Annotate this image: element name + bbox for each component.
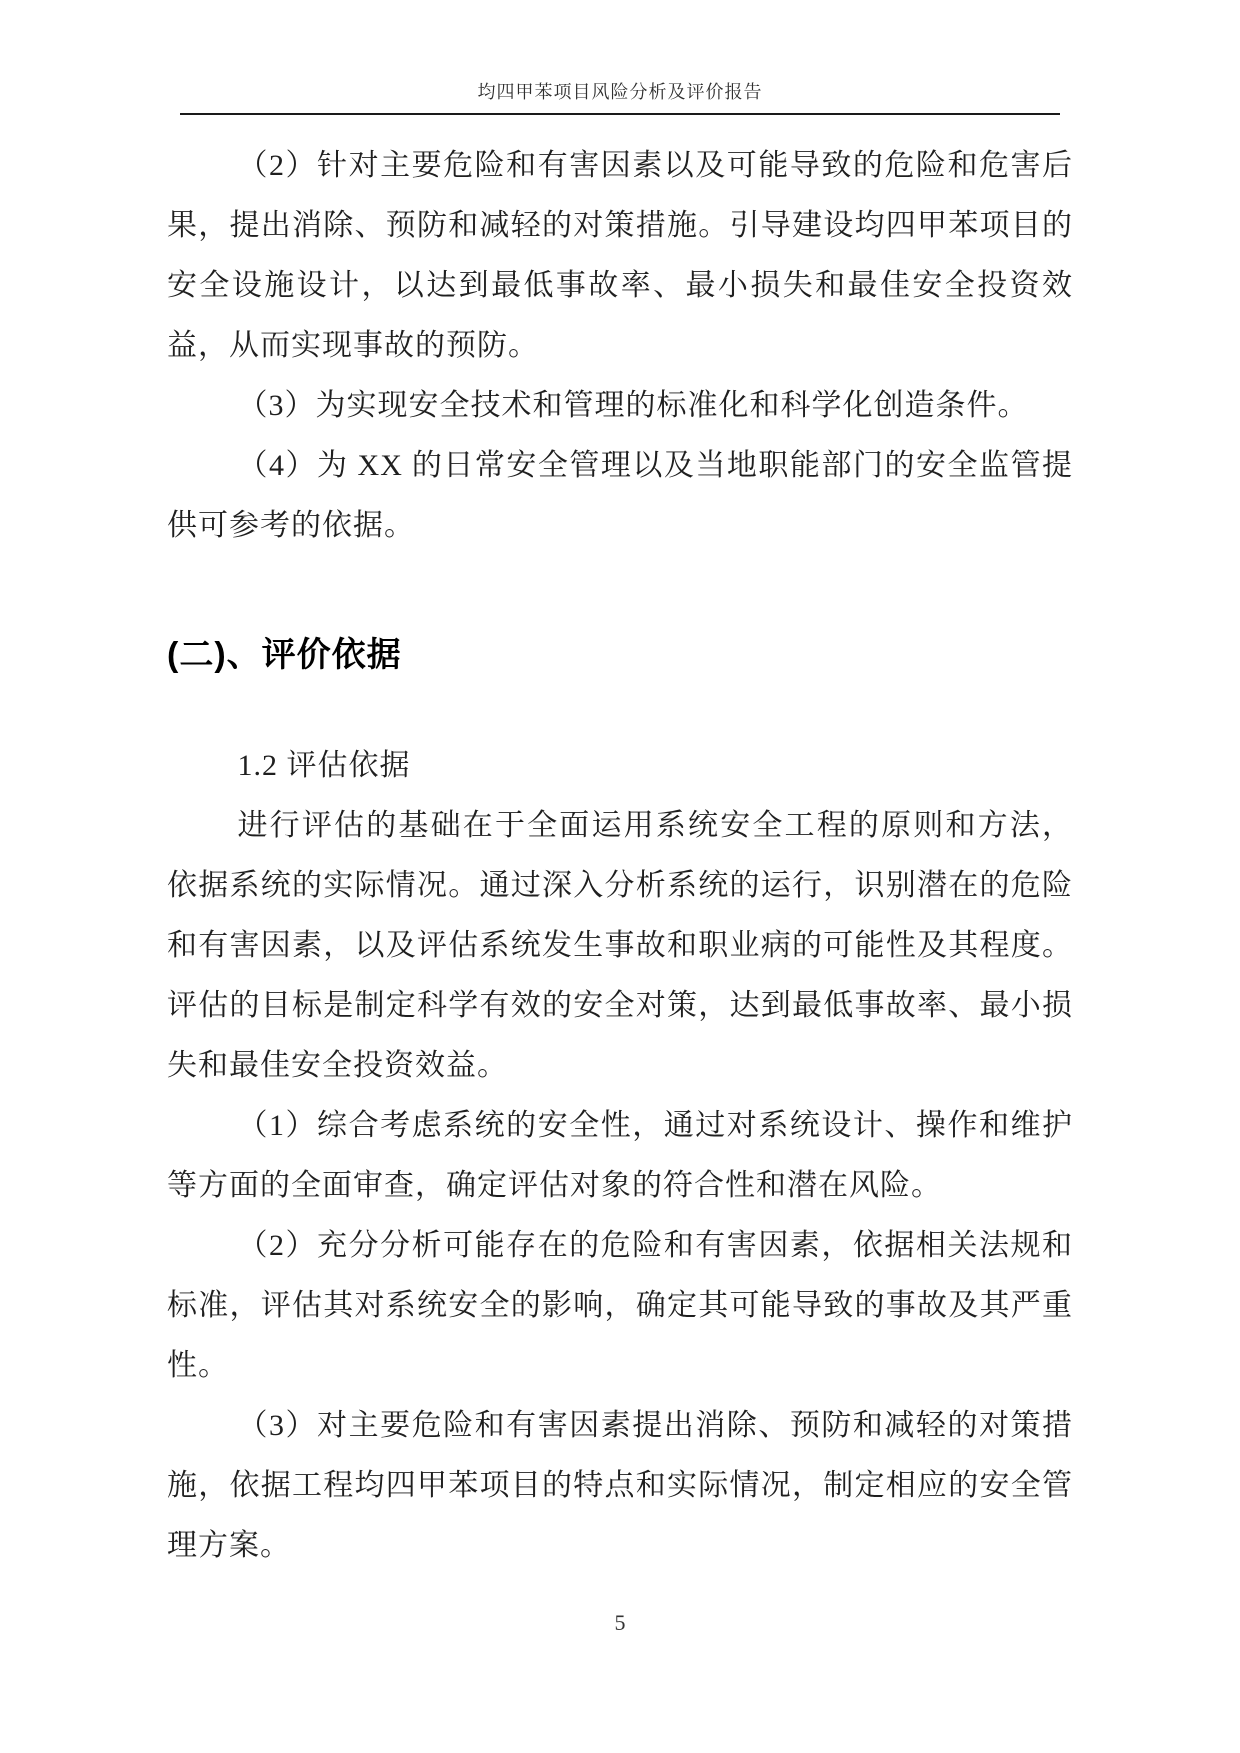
page-footer xyxy=(0,1610,1240,1636)
paragraph: （3）对主要危险和有害因素提出消除、预防和减轻的对策措施，依据工程均四甲苯项目的特点和实际情况，制定相应的安全管理方案。 xyxy=(167,1409,1073,1562)
paragraph: （1）综合考虑系统的安全性，通过对系统设计、操作和维护等方面的全面审查，确定评估对象的符合性和潜在风险。 xyxy=(167,1109,1073,1202)
section-heading: (二)、评价依据 xyxy=(167,636,402,674)
sub-heading-line: 1.2 评估依据 xyxy=(237,749,411,782)
document-body xyxy=(167,136,1073,1576)
paragraph: （4）为 XX 的日常安全管理以及当地职能部门的安全监管提供可参考的依据。 xyxy=(167,449,1073,542)
paragraph: （2）充分分析可能存在的危险和有害因素，依据相关法规和标准，评估其对系统安全的影响，确定其可能导致的事故及其严重性。 xyxy=(167,1229,1073,1382)
paragraph: （2）针对主要危险和有害因素以及可能导致的危险和危害后果，提出消除、预防和减轻的对策措施。引导建设均四甲苯项目的安全设施设计，以达到最低事故率、最小损失和最佳安全投资效益，从而实现事故的预防。 xyxy=(167,149,1073,362)
paragraph: （3）为实现安全技术和管理的标准化和科学化创造条件。 xyxy=(237,389,1029,422)
page-header xyxy=(180,78,1060,115)
page-number: 5 xyxy=(614,1610,626,1635)
paragraph: 进行评估的基础在于全面运用系统安全工程的原则和方法，依据系统的实际情况。通过深入分析系统的运行，识别潜在的危险和有害因素，以及评估系统发生事故和职业病的可能性及其程度。评估的目标是制定科学有效的安全对策，达到最低事故率、最小损失和最佳安全投资效益。 xyxy=(167,809,1073,1082)
running-header-title: 均四甲苯项目风险分析及评价报告 xyxy=(477,82,763,102)
